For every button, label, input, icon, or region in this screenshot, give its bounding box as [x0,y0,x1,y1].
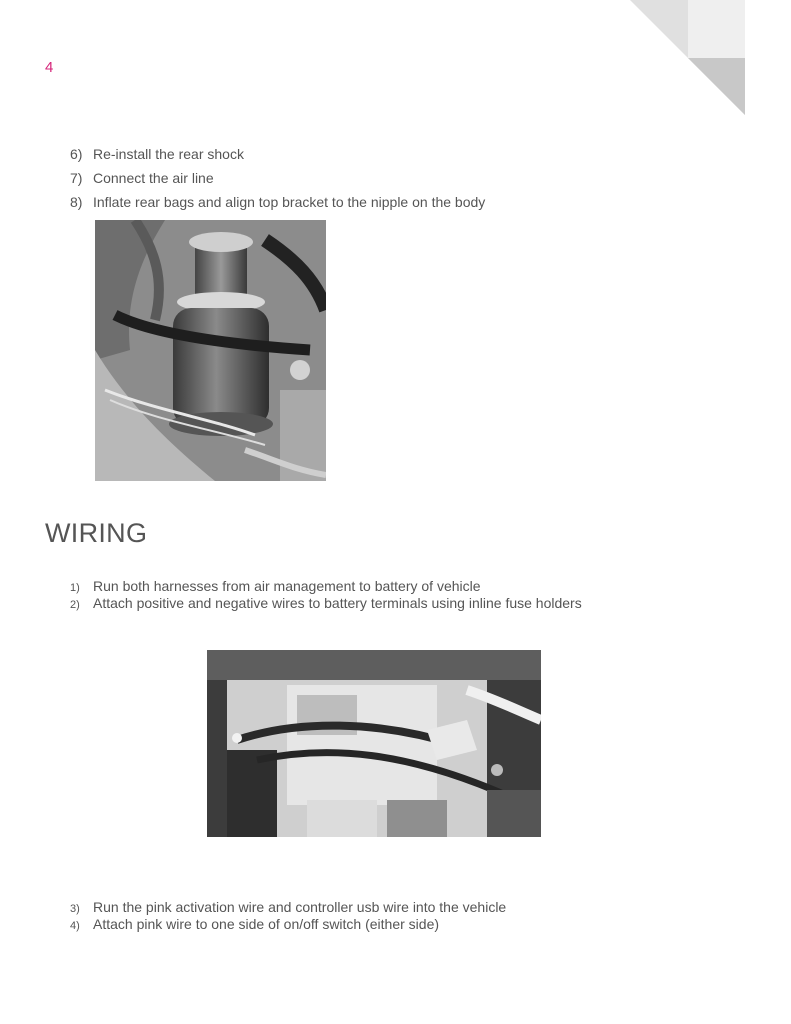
step-text: Connect the air line [93,170,214,186]
install-step [70,142,485,166]
step-number: 1) [70,582,80,594]
step-number: 6) [70,146,83,162]
page-number: 4 [45,59,54,76]
wiring-step [70,595,582,612]
wiring-step [70,899,506,916]
wiring-steps-list-continued [70,899,506,933]
step-number: 2) [70,599,80,611]
step-number: 7) [70,170,83,186]
step-text: Re-install the rear shock [93,146,244,162]
step-number: 3) [70,903,80,915]
step-text: Run both harnesses from air management to battery of vehicle [93,578,481,594]
step-number: 4) [70,920,80,932]
page-corner-decoration [0,0,791,130]
install-step [70,190,485,214]
step-text: Attach positive and negative wires to battery terminals using inline fuse holders [93,595,582,611]
section-heading: WIRING [45,518,148,548]
battery-wiring-photo [207,650,541,837]
step-text: Run the pink activation wire and controller usb wire into the vehicle [93,899,507,915]
wiring-step [70,578,582,595]
step-text: Attach pink wire to one side of on/off switch (either side) [93,916,440,932]
install-steps-list [70,142,485,214]
wiring-step [70,916,506,933]
air-bag-photo [95,220,326,481]
step-text: Inflate rear bags and align top bracket to the nipple on the body [93,194,486,210]
wiring-steps-list [70,578,582,612]
step-number: 8) [70,194,83,210]
install-step [70,166,485,190]
